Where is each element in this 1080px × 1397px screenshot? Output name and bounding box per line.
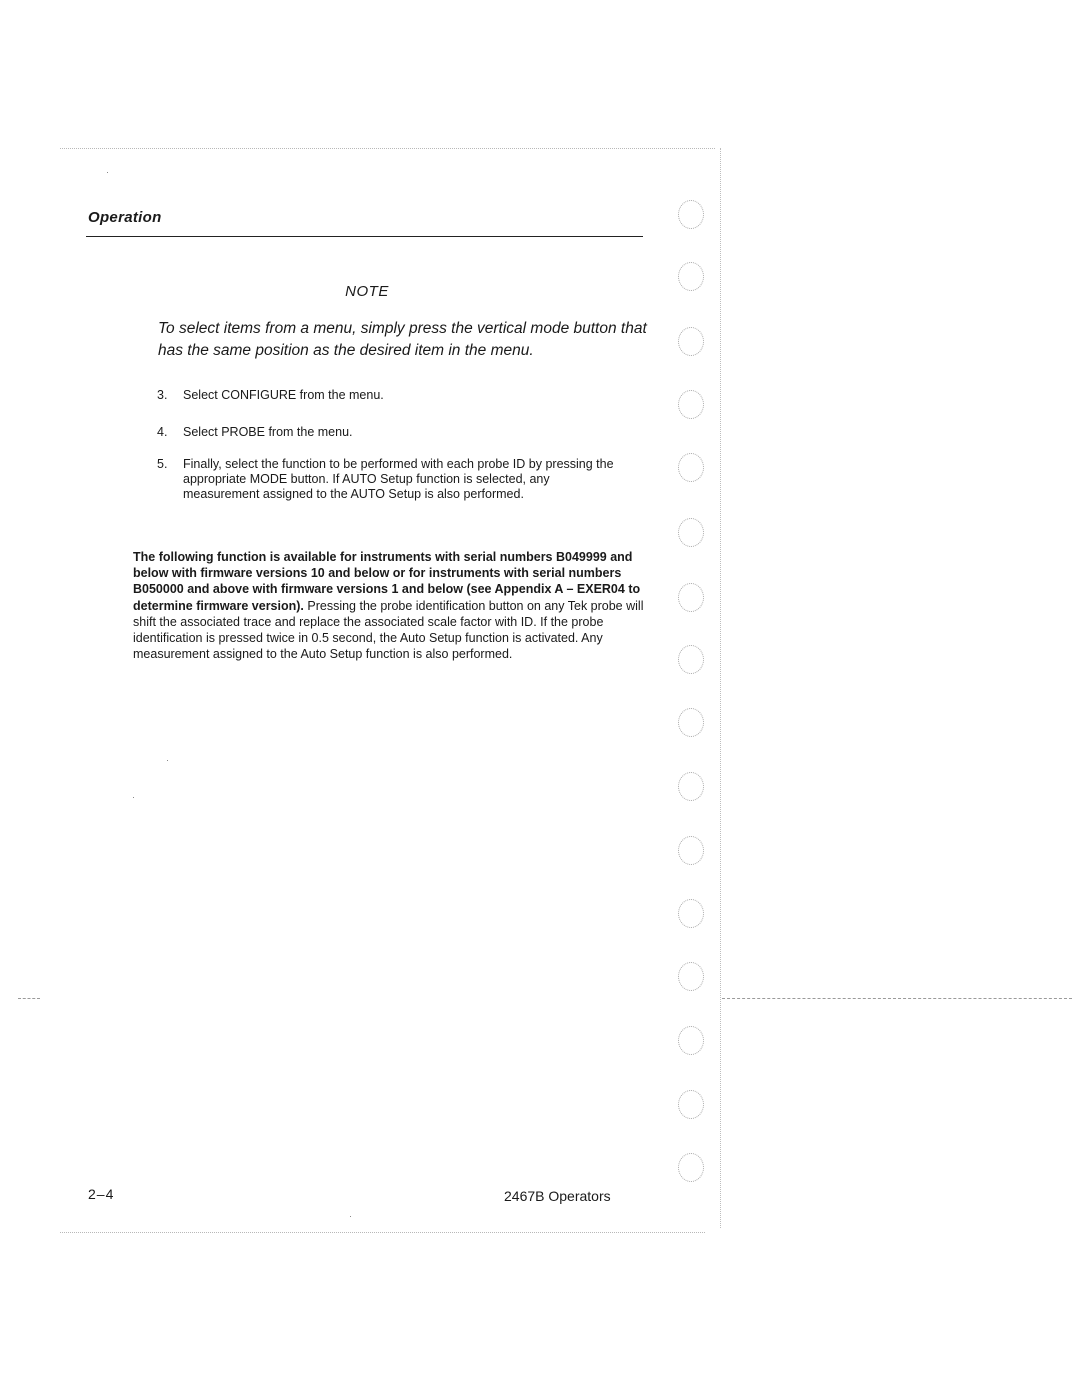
page-edge-line bbox=[720, 148, 721, 1228]
step-number: 4. bbox=[157, 425, 168, 439]
binder-hole bbox=[678, 645, 704, 674]
manual-title: 2467B Operators bbox=[504, 1188, 611, 1204]
binder-hole bbox=[678, 899, 704, 928]
binder-hole bbox=[678, 708, 704, 737]
bottom-dotted-edge bbox=[60, 1232, 705, 1233]
binder-hole bbox=[678, 836, 704, 865]
probe-id-text: Pressing the probe identification button on any Tek probe will shift the associated trace and replace the associated scale factor with ID. If the probe identification is pressed twice in 0.5 second, the Auto Setup function is activated. Any measurement assigned to the Auto Setup function is also performed. bbox=[133, 598, 644, 662]
binder-hole bbox=[678, 453, 704, 482]
binder-hole bbox=[678, 962, 704, 991]
header-rule bbox=[86, 236, 643, 237]
section-title: Operation bbox=[88, 209, 162, 226]
step-number: 5. bbox=[157, 457, 168, 471]
adjacent-page-edge bbox=[722, 998, 1072, 999]
note-body: To select items from a menu, simply press the vertical mode button that has the same position as the desired item in the menu. bbox=[158, 320, 647, 359]
procedure-steps bbox=[157, 388, 627, 502]
binder-hole bbox=[678, 200, 704, 229]
binder-hole bbox=[678, 1090, 704, 1119]
list-item bbox=[157, 425, 627, 440]
step-number: 3. bbox=[157, 388, 168, 402]
firmware-condition-text: The following function is available for instruments with serial numbers B049999 and below with firmware versions 10 and below or for instruments with serial numbers B050000 and above with firmware versions 1 and below (see Appendix A – EXER04 to determine firmware version). bbox=[133, 550, 641, 613]
list-item bbox=[157, 457, 627, 502]
scan-speck bbox=[350, 1216, 351, 1217]
step-text: Finally, select the function to be performed with each probe ID by pressing the appropriate MODE button. If AUTO Setup function is selected, any measurement assigned to the AUTO Setup is also performed. bbox=[183, 457, 614, 501]
step-text: Select PROBE from the menu. bbox=[183, 425, 353, 439]
binder-hole bbox=[678, 1153, 704, 1182]
scan-speck bbox=[107, 172, 108, 173]
step-text: Select CONFIGURE from the menu. bbox=[183, 388, 384, 402]
top-dotted-edge bbox=[60, 148, 715, 149]
note-title: NOTE bbox=[345, 283, 389, 300]
page-number: 2–4 bbox=[88, 1186, 115, 1202]
firmware-paragraph bbox=[133, 549, 653, 662]
binder-hole bbox=[678, 772, 704, 801]
list-item bbox=[157, 388, 627, 403]
binder-hole bbox=[678, 1026, 704, 1055]
binder-hole bbox=[678, 390, 704, 419]
scan-speck bbox=[167, 760, 168, 761]
binder-hole bbox=[678, 327, 704, 356]
binder-hole bbox=[678, 583, 704, 612]
left-margin-mark bbox=[18, 998, 40, 999]
scan-speck bbox=[133, 797, 134, 798]
binder-hole bbox=[678, 518, 704, 547]
